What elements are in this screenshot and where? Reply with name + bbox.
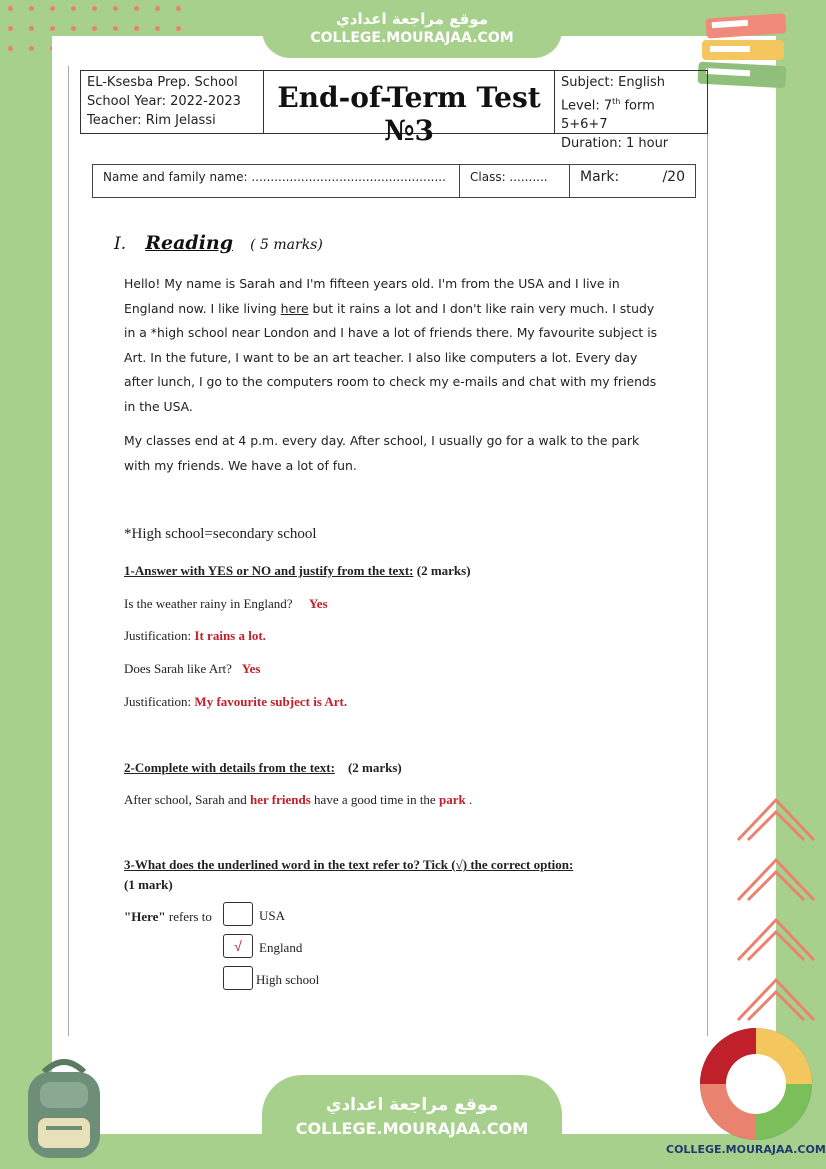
passage-text: but it rains a lot and I don't like rain very much. I study in a *high school near London and I have a lot of friends there. My favourite subject is Art. In the future, I want to be an art teacher. I also like computers a lot. Every day after lunch, I go to the computers room to check my e-mails and chat with my friends in the USA. xyxy=(124,300,658,414)
bottom-banner xyxy=(262,1075,562,1169)
q2-title: 2-Complete with details from the text: xyxy=(124,760,335,775)
option-label-england: England xyxy=(259,940,303,955)
decorative-dot xyxy=(71,26,76,31)
site-arabic-name: موقع مراجعة اعدادي xyxy=(325,1095,499,1115)
level-sup: th xyxy=(612,97,621,106)
exam-header xyxy=(80,70,708,152)
decorative-dot xyxy=(92,26,97,31)
mark-total: /20 xyxy=(662,169,685,185)
site-arabic-name: موقع مراجعة اعدادي xyxy=(336,10,488,28)
q1a-question: Is the weather rainy in England? xyxy=(124,596,293,611)
header-school-info xyxy=(81,71,264,133)
header-subject-info xyxy=(555,71,707,152)
q1a-justification: It rains a lot. xyxy=(194,628,266,643)
decorative-dot xyxy=(155,26,160,31)
q2-marks: (2 marks) xyxy=(347,760,402,775)
decorative-dot xyxy=(50,26,55,31)
duration: Duration: 1 hour xyxy=(561,136,669,152)
q1-heading xyxy=(124,563,471,579)
site-url-link[interactable]: COLLEGE.MOURAJAA.COM xyxy=(295,1119,529,1138)
q1b-answer: Yes xyxy=(241,661,261,676)
exam-title: End-of-Term Test №3 xyxy=(264,71,555,133)
school-name: EL-Ksesba Prep. School xyxy=(87,75,238,90)
student-info-bar xyxy=(92,164,696,198)
q2-text: . xyxy=(465,792,473,807)
q3-heading xyxy=(124,857,644,893)
passage-text: Hello! My name is Sarah and I'm fifteen years old. I'm from the USA and I live in England now. I like living xyxy=(124,276,620,316)
section-marks: ( 5 marks) xyxy=(250,237,323,253)
site-logo xyxy=(694,1022,818,1146)
q2-text: After school, Sarah and xyxy=(124,792,250,807)
decorative-dot xyxy=(155,6,160,11)
name-field[interactable]: Name and family name: ................................................... xyxy=(93,165,460,197)
mark-label: Mark: xyxy=(580,169,620,185)
checkbox-usa[interactable] xyxy=(223,902,253,926)
checkbox-england[interactable]: √ xyxy=(223,934,253,958)
q1b-question: Does Sarah like Art? xyxy=(124,661,232,676)
logo-url-label[interactable]: COLLEGE.MOURAJAA.COM xyxy=(666,1143,826,1156)
q3-lead-word: "Here" xyxy=(124,909,166,924)
q1-marks: (2 marks) xyxy=(416,563,471,578)
site-url-link[interactable]: COLLEGE.MOURAJAA.COM xyxy=(310,30,514,46)
q2-answer-1: her friends xyxy=(250,792,311,807)
decorative-dot xyxy=(176,26,181,31)
reading-passage xyxy=(124,272,669,488)
teacher-name: Teacher: Rim Jelassi xyxy=(87,113,216,128)
q1-item-b xyxy=(124,661,260,677)
decorative-dot xyxy=(176,6,181,11)
section-title: Reading xyxy=(145,232,234,254)
backpack-icon xyxy=(14,1052,114,1162)
top-banner xyxy=(262,0,562,58)
level xyxy=(561,92,701,134)
checkbox-high-school[interactable] xyxy=(223,966,253,990)
q3-lead xyxy=(124,909,212,925)
passage-paragraph-2: My classes end at 4 p.m. every day. After school, I usually go for a walk to the park with my friends. We have a lot of fun. xyxy=(124,433,640,473)
q2-heading xyxy=(124,760,402,776)
q1b-justification: My favourite subject is Art. xyxy=(194,694,348,709)
decorative-dot xyxy=(113,26,118,31)
mark-field xyxy=(570,165,695,197)
decorative-dot xyxy=(29,26,34,31)
chevron-up-icons xyxy=(728,790,824,1040)
decorative-dot xyxy=(113,6,118,11)
decorative-dot xyxy=(71,6,76,11)
footnote: *High school=secondary school xyxy=(124,526,317,542)
decorative-dot xyxy=(8,46,13,51)
section-number: I. xyxy=(114,234,127,254)
decorative-dot xyxy=(50,6,55,11)
decorative-dot xyxy=(134,6,139,11)
subject: Subject: English xyxy=(561,75,666,90)
school-year: School Year: 2022-2023 xyxy=(87,94,241,109)
decorative-dot xyxy=(92,6,97,11)
level-pre: Level: 7 xyxy=(561,98,613,114)
q2-sentence xyxy=(124,792,472,808)
q3-marks: (1 mark) xyxy=(124,877,173,892)
decorative-dot xyxy=(134,26,139,31)
books-icon xyxy=(694,12,794,98)
justification-label: Justification: xyxy=(124,628,192,643)
passage-paragraph-1 xyxy=(124,272,669,419)
justification-label: Justification: xyxy=(124,694,192,709)
q2-text: have a good time in the xyxy=(310,792,439,807)
q2-answer-2: park xyxy=(438,792,466,807)
q1-item-a-justification xyxy=(124,628,266,644)
q1-title: 1-Answer with YES or NO and justify from the text: xyxy=(124,563,414,578)
class-field[interactable]: Class: .......... xyxy=(460,165,570,197)
underlined-word: here xyxy=(280,300,309,316)
option-label-usa: USA xyxy=(259,908,286,923)
decorative-dot xyxy=(8,6,13,11)
level-post: form 5+6+7 xyxy=(561,98,655,133)
section-heading xyxy=(114,232,323,254)
option-label-high-school: High school xyxy=(256,972,320,987)
q3-lead-rest: refers to xyxy=(165,909,212,924)
decorative-dot xyxy=(8,26,13,31)
decorative-dot xyxy=(29,6,34,11)
q1a-answer: Yes xyxy=(308,596,328,611)
decorative-dot xyxy=(29,46,34,51)
q1-item-a xyxy=(124,596,328,612)
q3-title: 3-What does the underlined word in the text refer to? Tick (√) the correct option: xyxy=(124,857,574,872)
q1-item-b-justification xyxy=(124,694,347,710)
